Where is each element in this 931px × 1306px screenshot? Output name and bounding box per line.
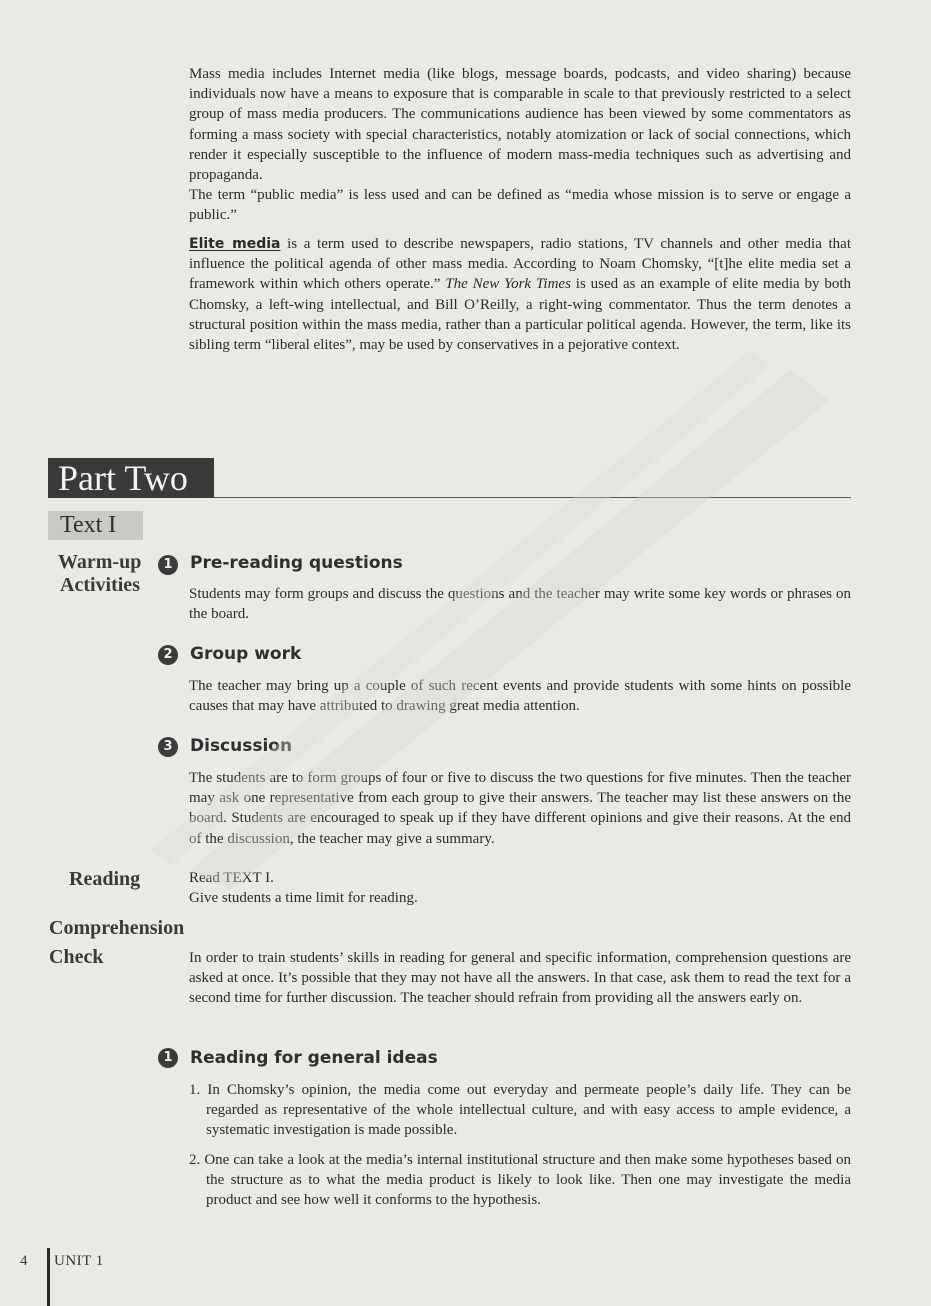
footer-rule xyxy=(47,1248,50,1306)
section-body-discussion: The students are to form groups of four or five to discuss the two questions for five minutes. Then the teacher may ask one representative from each group to give their answers. The teacher may list these answers on the board. Students are encouraged to speak up if they have different opinions and give their reasons. At the end of the discussion, the teacher may give a summary. xyxy=(189,770,851,847)
part-title: Part Two xyxy=(48,458,214,498)
elite-media-term: Elite media xyxy=(189,236,281,252)
section-number-general-ideas-icon: 1 xyxy=(158,1048,178,1068)
elite-media-text xyxy=(189,234,851,355)
warmup-label-line2: Activities xyxy=(60,574,140,596)
section-title-general-ideas: Reading for general ideas xyxy=(190,1048,438,1068)
intro-paragraph-elite-media xyxy=(189,234,851,355)
intro-paragraph-mass-media xyxy=(189,64,851,226)
reading-line-2: Give students a time limit for reading. xyxy=(189,890,418,907)
section-title-discussion: Discussion xyxy=(190,736,293,756)
reading-body xyxy=(189,868,851,908)
page-number: 4 xyxy=(20,1253,28,1269)
mass-media-text: Mass media includes Internet media (like blogs, message boards, podcasts, and video sharing) because individuals now have a means to exposure that is comparable in scale to that previously restricted to a select group of mass media producers. The communications audience has been viewed by some commentators as forming a mass society with special characteristics, notably atomization or lack of social connections, which render it especially susceptible to the influence of modern mass-media techniques such as advertising and propaganda. xyxy=(189,66,851,184)
text-label: Text I xyxy=(48,511,143,540)
section-number-3-icon: 3 xyxy=(158,737,178,757)
section-number-1-icon: 1 xyxy=(158,555,178,575)
comprehension-label-line2: Check xyxy=(49,946,104,968)
comprehension-label-line1: Comprehension xyxy=(49,917,185,939)
list-item: 1. In Chomsky’s opinion, the media come out everyday and permeate people’s daily life. They can be regarded as representative of the whole intellectual culture, and with easy access to ample evidence, a systematic investigation is made possible. xyxy=(189,1082,851,1139)
part-title-rule xyxy=(214,497,851,498)
comprehension-body: In order to train students’ skills in reading for general and specific information, comprehension questions are asked at once. It’s possible that they may not have all the answers. In that case, ask them to read the text for a second time for further discussion. The teacher should refrain from providing all the answers early on. xyxy=(189,950,851,1007)
section-title-pre-reading: Pre-reading questions xyxy=(190,553,403,573)
elite-media-text-a: is a term used to describe newspapers, radio stations, TV channels and other media that influence the political agenda of other mass media. According to Noam Chomsky, “[t]he elite media set a framework within which others operate.” xyxy=(189,236,851,293)
nyt-title: The New York Times xyxy=(445,276,571,293)
section-number-2-icon: 2 xyxy=(158,645,178,665)
unit-label: UNIT 1 xyxy=(54,1253,104,1269)
list-item: 2. One can take a look at the media’s internal institutional structure and then make some hypotheses based on the structure as to what the media product is likely to look like. Then one may investigate the media product and see how well it conforms to the hypothesis. xyxy=(189,1152,851,1209)
section-body-pre-reading: Students may form groups and discuss the questions and the teacher may write some key words or phrases on the board. xyxy=(189,586,851,623)
elite-media-text-b: is used as an example of elite media by both Chomsky, a left-wing intellectual, and Bill O’Reilly, a right-wing commentator. Thus the term denotes a structural position within the mass media, rather than a particular political agenda. However, the term, like its sibling term “liberal elites”, may be used by conservatives in a pejorative context. xyxy=(189,276,852,354)
warmup-label-line1: Warm-up xyxy=(58,551,142,573)
reading-label: Reading xyxy=(69,868,141,890)
reading-line-1: Read TEXT I. xyxy=(189,870,274,886)
section-body-group-work: The teacher may bring up a couple of such recent events and provide students with some hints on possible causes that may have attributed to drawing great media attention. xyxy=(189,678,851,715)
public-media-text: The term “public media” is less used and can be defined as “media whose mission is to serve or engage a public.” xyxy=(189,187,851,224)
section-title-group-work: Group work xyxy=(190,644,302,664)
